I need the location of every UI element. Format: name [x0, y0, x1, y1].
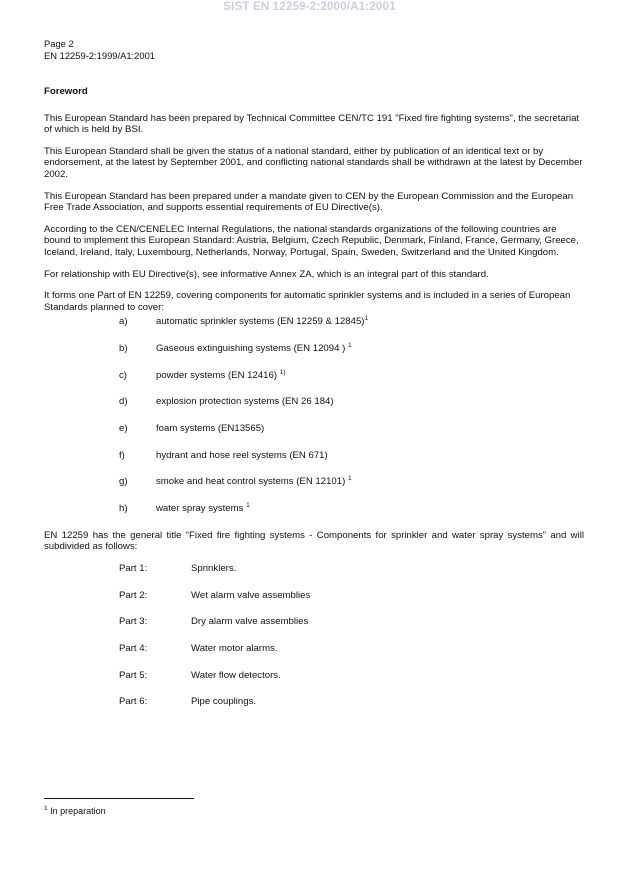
footnote-ref: 1)	[279, 368, 286, 376]
part-label: Part 5:	[119, 669, 148, 681]
part-item	[44, 696, 584, 723]
list-item-text: explosion protection systems (EN 26 184)	[156, 396, 334, 408]
part-label: Part 3:	[119, 616, 148, 628]
part-item	[44, 590, 584, 617]
document-reference: EN 12259-2:1999/A1:2001	[44, 49, 156, 61]
part-label: Part 4:	[119, 643, 148, 655]
part-label: Part 1:	[119, 563, 148, 574]
part-item	[44, 563, 584, 590]
list-item	[44, 476, 584, 503]
list-item-letter: a)	[119, 316, 128, 328]
part-item	[44, 616, 584, 643]
footnote-ref: 1	[347, 341, 352, 349]
part-item	[44, 670, 584, 697]
part-text: Dry alarm valve assemblies	[191, 616, 309, 628]
foreword-heading: Foreword	[44, 86, 88, 97]
list-item-letter: d)	[119, 396, 128, 408]
list-item	[44, 423, 584, 450]
footnote-marker: 1	[44, 805, 48, 812]
page-header	[44, 38, 155, 61]
part-text: Wet alarm valve assemblies	[191, 589, 311, 601]
paragraph-committee: This European Standard has been prepared by Technical Committee CEN/TC 191 "Fixed fire fighting systems", the secretariat of which is held by BSI.	[44, 112, 580, 136]
part-label: Part 6:	[119, 696, 148, 708]
page-number: Page 2	[44, 38, 74, 49]
list-item-letter: f)	[119, 449, 125, 461]
list-item	[44, 503, 584, 530]
footnote-text: In preparation	[47, 806, 106, 816]
list-item-letter: h)	[119, 503, 128, 515]
paragraph-directive: For relationship with EU Directive(s), see informative Annex ZA, which is an integral part of this standard.	[44, 268, 489, 280]
parts-list	[44, 563, 584, 723]
list-item-text: powder systems (EN 12416) $^{1)}$	[156, 368, 286, 381]
paragraph-status: This European Standard shall be given the status of a national standard, either by publication of an identical text or by endorsement, at the latest by September 2001, and conflicting national standards shall be withdrawn at the latest by December 2002.	[44, 145, 583, 180]
footnote-ref: 1	[364, 315, 369, 323]
paragraph-regulations: According to the CEN/CENELEC Internal Regulations, the national standards organizations of the following countries are bound to implement this European Standard: Austria, Belgium, Czech Republic, Denmark, Finland, France, Germany, Greece, Iceland, Ireland, Italy, Luxembourg, Netherlands, Norway, Portugal, Spain, Sweden, Switzerland and the United Kingdom.	[44, 223, 579, 258]
footnote-ref: 1	[347, 475, 352, 483]
list-item-text: smoke and heat control systems (EN 12101) $^1$	[156, 475, 352, 488]
part-text: Water motor alarms.	[191, 643, 278, 655]
list-item-letter: e)	[119, 423, 128, 435]
list-item	[44, 316, 584, 343]
list-item	[44, 343, 584, 370]
list-item-text: hydrant and hose reel systems (EN 671)	[156, 449, 328, 461]
part-text: Water flow detectors.	[191, 669, 281, 681]
part-item	[44, 643, 584, 670]
watermark: SIST EN 12259-2:2000/A1:2001	[223, 1, 396, 13]
list-item-letter: g)	[119, 476, 128, 488]
list-item-letter: c)	[119, 369, 127, 381]
list-item-text: water spray systems $^1$	[156, 501, 250, 515]
list-item-text: automatic sprinkler systems (EN 12259 & 12845)$^1$	[156, 315, 369, 328]
paragraph-mandate: This European Standard has been prepared under a mandate given to CEN by the European Commission and the European Free Trade Association, and supports essential requirements of EU Directive(s).	[44, 190, 574, 214]
list-item	[44, 396, 584, 423]
paragraph-general-title: EN 12259 has the general title “Fixed fire fighting systems - Components for sprinkler and water spray systems” and will subdivided as follows:	[44, 529, 584, 553]
list-item-text: foam systems (EN13565)	[156, 423, 265, 435]
systems-list	[44, 316, 584, 530]
footnote	[44, 806, 106, 816]
footnote-divider	[44, 798, 194, 799]
footnote-ref: 1	[246, 501, 250, 509]
list-item	[44, 370, 584, 397]
paragraph-scope: It forms one Part of EN 12259, covering components for automatic sprinkler systems and is included in a series of European Standards planned to cover:	[44, 290, 571, 313]
part-label: Part 2:	[119, 589, 148, 601]
list-item	[44, 450, 584, 477]
part-text: Sprinklers.	[191, 563, 237, 574]
list-item-text: Gaseous extinguishing systems (EN 12094 ) $^1$	[156, 341, 352, 354]
list-item-letter: b)	[119, 343, 128, 354]
part-text: Pipe couplings.	[191, 696, 257, 708]
foreword-section	[44, 86, 584, 723]
